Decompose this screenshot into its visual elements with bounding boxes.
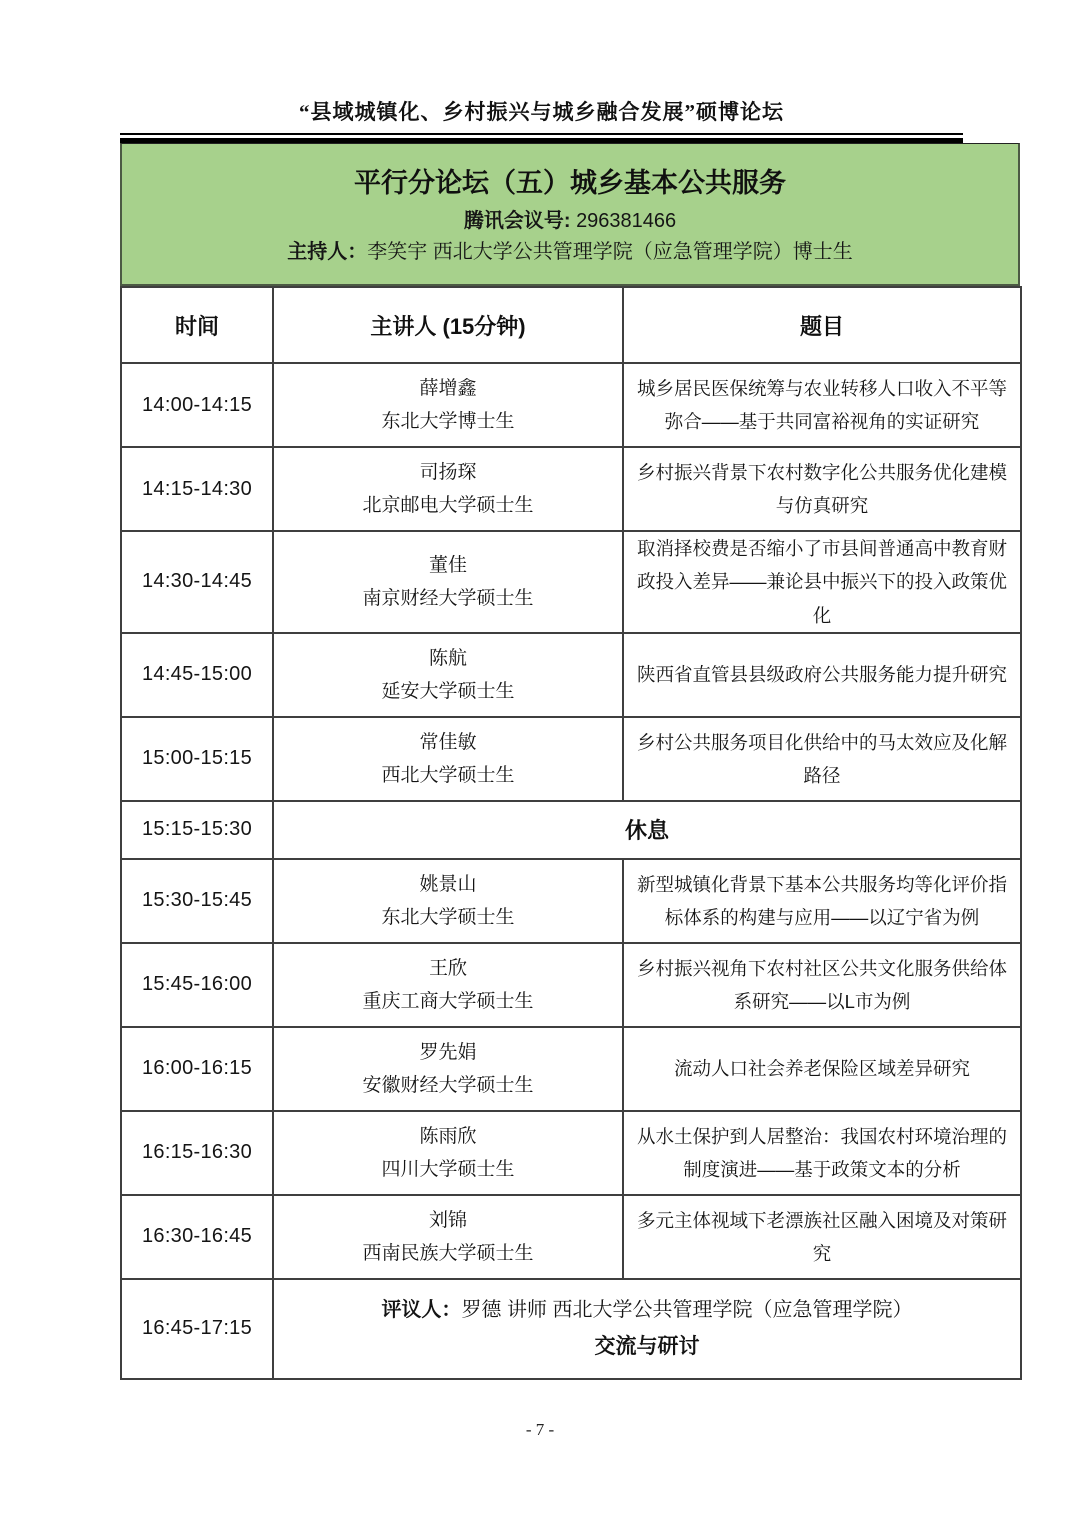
page-header-title: “县域城镇化、乡村振兴与城乡融合发展”硕博论坛 [299,100,784,124]
table-row [121,859,1021,943]
topic-cell: 流动人口社会养老保险区域差异研究 [623,1027,1021,1111]
table-header-row [121,287,1021,363]
break-cell: 休息 [273,801,1021,859]
speaker-cell [273,1027,623,1111]
time-cell: 16:00-16:15 [121,1027,273,1111]
discussion-cell [273,1279,1021,1379]
speaker-affiliation: 南京财经大学硕士生 [362,587,534,609]
speaker-cell [273,859,623,943]
speaker-affiliation: 西北大学硕士生 [381,764,515,786]
table-row [121,943,1021,1027]
speaker-name: 陈雨欣 [419,1125,477,1147]
col-header-time: 时间 [121,287,273,363]
speaker-name: 司扬琛 [419,461,477,483]
time-cell: 15:30-15:45 [121,859,273,943]
schedule-table [120,286,1022,1380]
reviewer-line [282,1292,1012,1328]
table-row [121,363,1021,447]
reviewer-value: 罗德 讲师 西北大学公共管理学院（应急管理学院） [461,1298,913,1321]
topic-cell: 取消择校费是否缩小了市县间普通高中教育财政投入差异——兼论县中振兴下的投入政策优化 [623,531,1021,633]
time-cell: 14:45-15:00 [121,633,273,717]
table-row [121,1027,1021,1111]
topic-cell: 新型城镇化背景下基本公共服务均等化评价指标体系的构建与应用——以辽宁省为例 [623,859,1021,943]
host-label: 主持人： [287,240,368,263]
topic-cell: 乡村振兴视角下农村社区公共文化服务供给体系研究——以L市为例 [623,943,1021,1027]
host-line [287,237,853,268]
speaker-cell [273,531,623,633]
meeting-id-value: 296381466 [576,209,677,232]
table-row [121,717,1021,801]
header-divider [120,133,963,143]
table-row [121,531,1021,633]
speaker-affiliation: 四川大学硕士生 [381,1158,515,1180]
topic-cell: 城乡居民医保统筹与农业转移人口收入不平等弥合——基于共同富裕视角的实证研究 [623,363,1021,447]
speaker-name: 常佳敏 [419,731,477,753]
time-cell: 16:45-17:15 [121,1279,273,1379]
speaker-name: 刘锦 [428,1209,467,1231]
time-cell: 16:30-16:45 [121,1195,273,1279]
speaker-affiliation: 西南民族大学硕士生 [362,1242,534,1264]
table-row [121,633,1021,717]
time-cell: 15:00-15:15 [121,717,273,801]
time-cell: 15:15-15:30 [121,801,273,859]
table-row [121,447,1021,531]
speaker-cell [273,1195,623,1279]
document-body [120,96,1020,1380]
time-cell: 14:30-14:45 [121,531,273,633]
time-cell: 15:45-16:00 [121,943,273,1027]
time-cell: 14:15-14:30 [121,447,273,531]
speaker-affiliation: 安徽财经大学硕士生 [362,1074,534,1096]
speaker-name: 王欣 [428,957,467,979]
time-cell: 14:00-14:15 [121,363,273,447]
table-row [121,1111,1021,1195]
speaker-affiliation: 重庆工商大学硕士生 [362,990,534,1012]
speaker-cell [273,447,623,531]
topic-cell: 乡村振兴背景下农村数字化公共服务优化建模与仿真研究 [623,447,1021,531]
discussion-activity: 交流与研讨 [594,1334,700,1358]
speaker-cell [273,1111,623,1195]
host-value: 李笑宇 西北大学公共管理学院（应急管理学院）博士生 [367,240,853,263]
meeting-id-line [464,206,676,237]
col-header-topic: 题目 [623,287,1021,363]
time-cell: 16:15-16:30 [121,1111,273,1195]
col-header-speaker: 主讲人 (15分钟) [273,287,623,363]
speaker-name: 薛增鑫 [419,377,477,399]
speaker-cell [273,717,623,801]
speaker-name: 陈航 [428,647,467,669]
forum-header-panel [120,143,1020,286]
topic-cell: 从水土保护到人居整治：我国农村环境治理的制度演进——基于政策文本的分析 [623,1111,1021,1195]
discussion-row [121,1279,1021,1379]
topic-cell: 乡村公共服务项目化供给中的马太效应及化解路径 [623,717,1021,801]
speaker-cell [273,633,623,717]
speaker-name: 董佳 [428,554,467,576]
topic-cell: 陕西省直管县县级政府公共服务能力提升研究 [623,633,1021,717]
reviewer-label: 评议人： [381,1298,462,1321]
speaker-affiliation: 北京邮电大学硕士生 [362,495,534,516]
topic-cell: 多元主体视域下老漂族社区融入困境及对策研究 [623,1195,1021,1279]
speaker-affiliation: 东北大学博士生 [381,411,515,432]
speaker-cell [273,943,623,1027]
forum-title: 平行分论坛（五）城乡基本公共服务 [354,167,786,198]
speaker-affiliation: 东北大学硕士生 [381,906,515,928]
speaker-name: 姚景山 [419,873,477,895]
break-row [121,801,1021,859]
table-row [121,1195,1021,1279]
speaker-name: 罗先娟 [419,1041,477,1063]
speaker-affiliation: 延安大学硕士生 [381,680,515,702]
page-number: - 7 - [525,1420,555,1439]
speaker-cell [273,363,623,447]
meeting-id-label: 腾讯会议号: [463,209,571,232]
